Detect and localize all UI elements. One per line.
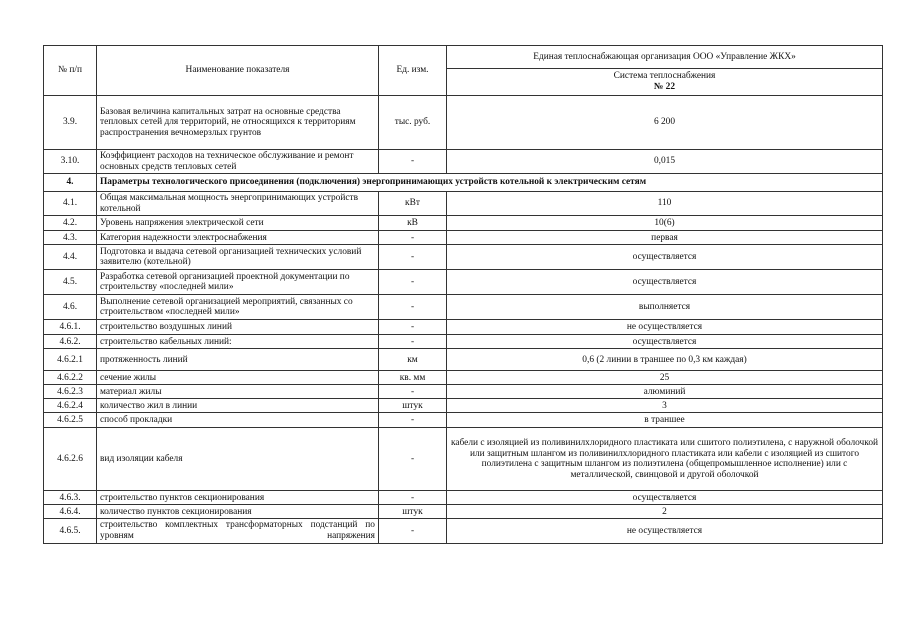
- row-value: в траншее: [447, 413, 883, 428]
- row-value: выполняется: [447, 295, 883, 320]
- row-indicator-name: Категория надежности электроснабжения: [97, 231, 379, 245]
- row-number: 4.5.: [44, 270, 97, 295]
- row-indicator-name: количество пунктов секционирования: [97, 505, 379, 519]
- section-title: Параметры технологического присоединения (подключения) энергопринимающих устройств котельной к электрическим сетям: [97, 174, 883, 192]
- row-number: 3.10.: [44, 150, 97, 174]
- row-unit: штук: [379, 505, 447, 519]
- table-row: [44, 399, 883, 413]
- table-row: [44, 150, 883, 174]
- table-row: [44, 519, 883, 543]
- row-unit: -: [379, 320, 447, 335]
- row-indicator-name: Базовая величина капитальных затрат на основные средства тепловых сетей для территорий, не относящихся к территориям распространения вечномерзлых грунтов: [97, 96, 379, 150]
- table-row: [44, 505, 883, 519]
- row-indicator-name: сечение жилы: [97, 371, 379, 385]
- row-indicator-name: Коэффициент расходов на техническое обслуживание и ремонт основных средств тепловых сетей: [97, 150, 379, 174]
- row-value: 10(6): [447, 216, 883, 231]
- row-indicator-name: способ прокладки: [97, 413, 379, 428]
- row-unit: кВт: [379, 192, 447, 216]
- table-row: [44, 371, 883, 385]
- row-value: кабели с изоляцией из поливинилхлоридного пластиката или сшитого полиэтилена, с наружной оболочкой или защитным шлангом из поливинилхлоридного пластиката или кабели с изоляцией из сшитого полиэтилена с защитным шлангом из полиэтилена (общепромышленное исполнение) или с металлической, свинцовой и другой оболочкой: [447, 428, 883, 491]
- table-row: [44, 270, 883, 295]
- row-indicator-name: вид изоляции кабеля: [97, 428, 379, 491]
- row-unit: -: [379, 231, 447, 245]
- row-number: 4.6.2.2: [44, 371, 97, 385]
- table-row: [44, 245, 883, 270]
- row-number: 4.6.2.: [44, 335, 97, 349]
- row-value: 0,015: [447, 150, 883, 174]
- table-section-row: [44, 174, 883, 192]
- row-number: 4.3.: [44, 231, 97, 245]
- row-indicator-name: Подготовка и выдача сетевой организацией технических условий заявителю (котельной): [97, 245, 379, 270]
- row-value: осуществляется: [447, 270, 883, 295]
- table-row: [44, 385, 883, 399]
- row-number: 4.: [44, 174, 97, 192]
- row-number: 4.6.2.6: [44, 428, 97, 491]
- row-indicator-name: строительство кабельных линий:: [97, 335, 379, 349]
- row-indicator-name: строительство комплектных трансформаторных подстанций по уровням напряжения: [97, 519, 379, 543]
- row-number: 3.9.: [44, 96, 97, 150]
- row-indicator-name: протяженность линий: [97, 349, 379, 371]
- indicators-table: [43, 45, 883, 544]
- row-value: 6 200: [447, 96, 883, 150]
- row-number: 4.6.4.: [44, 505, 97, 519]
- table-row: [44, 320, 883, 335]
- row-value: первая: [447, 231, 883, 245]
- heating-system-label: Система теплоснабжения: [613, 71, 716, 82]
- row-unit: -: [379, 295, 447, 320]
- row-value: не осуществляется: [447, 519, 883, 543]
- row-indicator-name: материал жилы: [97, 385, 379, 399]
- table-row: [44, 491, 883, 505]
- row-unit: кв. мм: [379, 371, 447, 385]
- header-indicator-name: Наименование показателя: [97, 46, 379, 96]
- row-number: 4.6.3.: [44, 491, 97, 505]
- table-row: [44, 96, 883, 150]
- table-row: [44, 192, 883, 216]
- header-organization: Единая теплоснабжающая организация ООО «Управление ЖКХ»: [447, 46, 883, 69]
- row-unit: -: [379, 385, 447, 399]
- row-value: алюминий: [447, 385, 883, 399]
- row-value: 0,6 (2 линии в траншее по 0,3 км каждая): [447, 349, 883, 371]
- row-unit: -: [379, 413, 447, 428]
- header-number: № п/п: [44, 46, 97, 96]
- row-value: 3: [447, 399, 883, 413]
- row-indicator-name: количество жил в линии: [97, 399, 379, 413]
- row-value: осуществляется: [447, 491, 883, 505]
- row-unit: км: [379, 349, 447, 371]
- row-indicator-name: строительство пунктов секционирования: [97, 491, 379, 505]
- table-row: [44, 216, 883, 231]
- table-row: [44, 231, 883, 245]
- table-row: [44, 335, 883, 349]
- row-number: 4.4.: [44, 245, 97, 270]
- row-number: 4.6.2.4: [44, 399, 97, 413]
- row-indicator-name: Уровень напряжения электрической сети: [97, 216, 379, 231]
- row-unit: кВ: [379, 216, 447, 231]
- header-unit: Ед. изм.: [379, 46, 447, 96]
- row-value: 110: [447, 192, 883, 216]
- row-unit: -: [379, 245, 447, 270]
- row-number: 4.6.2.3: [44, 385, 97, 399]
- indicators-table-body: [44, 46, 883, 544]
- row-number: 4.2.: [44, 216, 97, 231]
- row-unit: -: [379, 335, 447, 349]
- row-value: осуществляется: [447, 335, 883, 349]
- table-header-row: [44, 46, 883, 69]
- table-row: [44, 428, 883, 491]
- row-indicator-name: Разработка сетевой организацией проектной документации по строительству «последней мили»: [97, 270, 379, 295]
- row-unit: тыс. руб.: [379, 96, 447, 150]
- row-number: 4.6.5.: [44, 519, 97, 543]
- row-unit: -: [379, 428, 447, 491]
- table-row: [44, 413, 883, 428]
- header-heating-system: [447, 69, 883, 96]
- row-unit: штук: [379, 399, 447, 413]
- row-value: 25: [447, 371, 883, 385]
- row-number: 4.1.: [44, 192, 97, 216]
- row-number: 4.6.2.5: [44, 413, 97, 428]
- row-indicator-name: строительство воздушных линий: [97, 320, 379, 335]
- row-indicator-name: Выполнение сетевой организацией мероприятий, связанных со строительством «последней мили»: [97, 295, 379, 320]
- heating-system-number: № 22: [653, 82, 676, 92]
- table-row: [44, 295, 883, 320]
- row-value: не осуществляется: [447, 320, 883, 335]
- row-number: 4.6.2.1: [44, 349, 97, 371]
- row-indicator-name: Общая максимальная мощность энергопринимающих устройств котельной: [97, 192, 379, 216]
- row-value: 2: [447, 505, 883, 519]
- row-unit: -: [379, 150, 447, 174]
- row-unit: -: [379, 519, 447, 543]
- row-number: 4.6.1.: [44, 320, 97, 335]
- row-unit: -: [379, 270, 447, 295]
- row-number: 4.6.: [44, 295, 97, 320]
- row-value: осуществляется: [447, 245, 883, 270]
- row-unit: -: [379, 491, 447, 505]
- table-row: [44, 349, 883, 371]
